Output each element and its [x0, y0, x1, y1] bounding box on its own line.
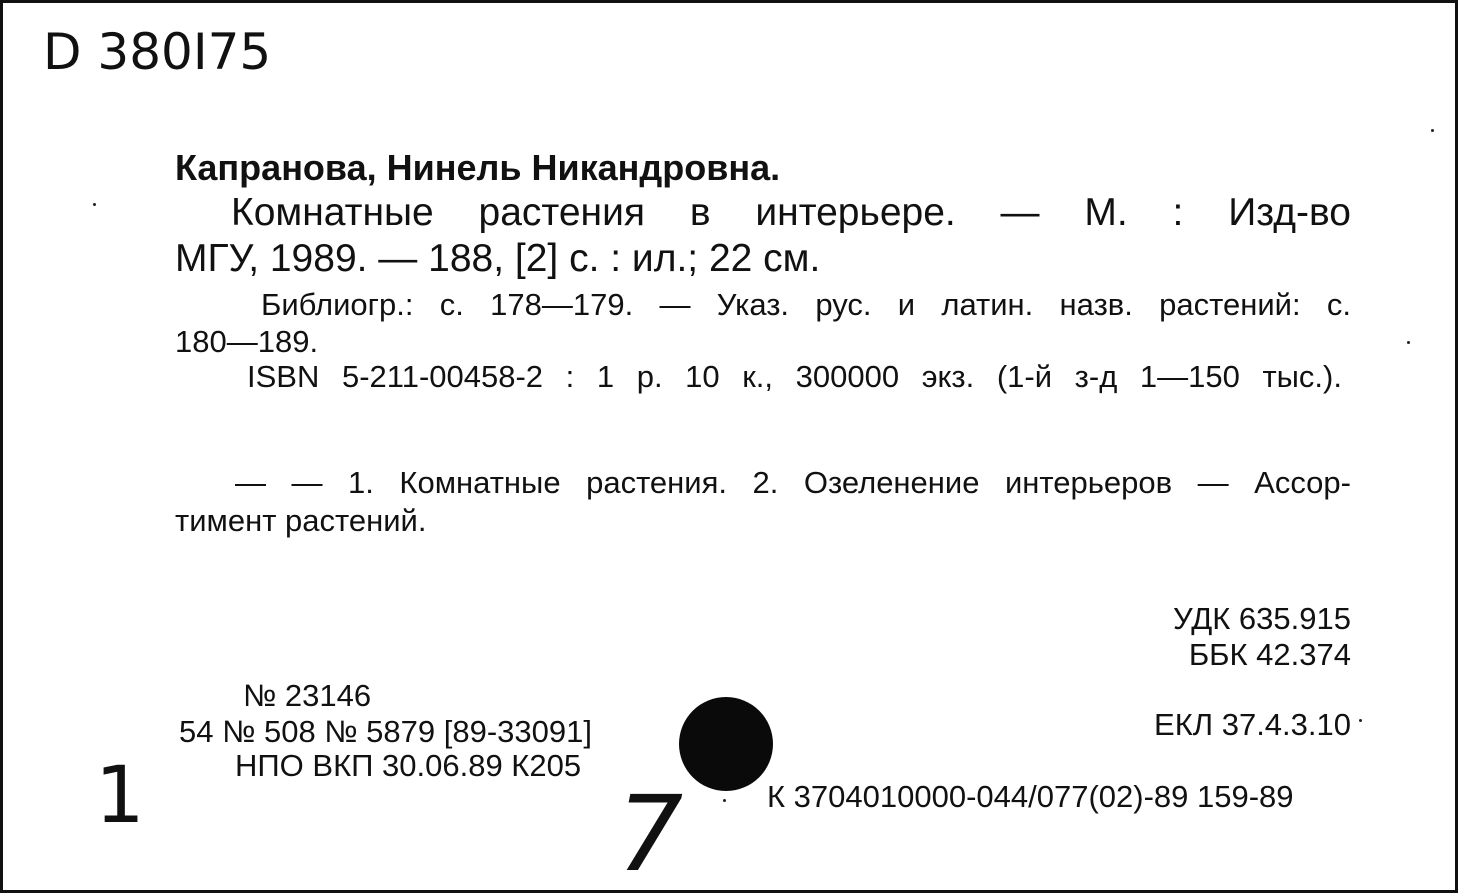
scan-speck: [1359, 719, 1362, 722]
punch-hole: [679, 697, 773, 791]
udk-code: УДК 635.915: [1172, 601, 1351, 636]
ekl-code: ЕКЛ 37.4.3.10: [1154, 707, 1351, 742]
bibliography-note-line-1: Библиогр.: с. 178—179. — Указ. рус. и латин. назв. растений: с.: [261, 287, 1351, 322]
record-number: № 23146: [243, 678, 372, 713]
bibliography-note-line-2: 180—189.: [175, 324, 319, 359]
subjects-line-2: тимент растений.: [175, 503, 427, 538]
bbk-code: ББК 42.374: [1188, 637, 1351, 672]
k-code: К 3704010000-044/077(02)-89 159-89: [767, 779, 1294, 814]
author-heading: Капранова, Нинель Никандровна.: [175, 147, 781, 188]
subjects-line-1: — — 1. Комнатные растения. 2. Озеленение интерьеров — Ассор-: [235, 465, 1351, 500]
npo-imprint: НПО ВКП 30.06.89 К205: [235, 748, 582, 783]
handwritten-mark-7: 7: [617, 773, 684, 893]
scan-speck: [93, 203, 96, 206]
handwritten-mark-1: 1: [95, 751, 145, 841]
scan-speck: [1431, 129, 1434, 132]
scan-speck: [723, 799, 726, 802]
title-line-1: Комнатные растения в интерьере. — М. : Изд-во: [231, 191, 1351, 234]
scan-speck: [1407, 341, 1410, 344]
order-numbers: 54 № 508 № 5879 [89-33091]: [179, 714, 592, 749]
title-line-2: МГУ, 1989. — 188, [2] с. : ил.; 22 см.: [175, 237, 821, 280]
isbn-line: ISBN 5-211-00458-2 : 1 р. 10 к., 300000 экз. (1-й з-д 1—150 тыс.).: [247, 359, 1342, 394]
call-number: D 380I75: [43, 23, 272, 81]
